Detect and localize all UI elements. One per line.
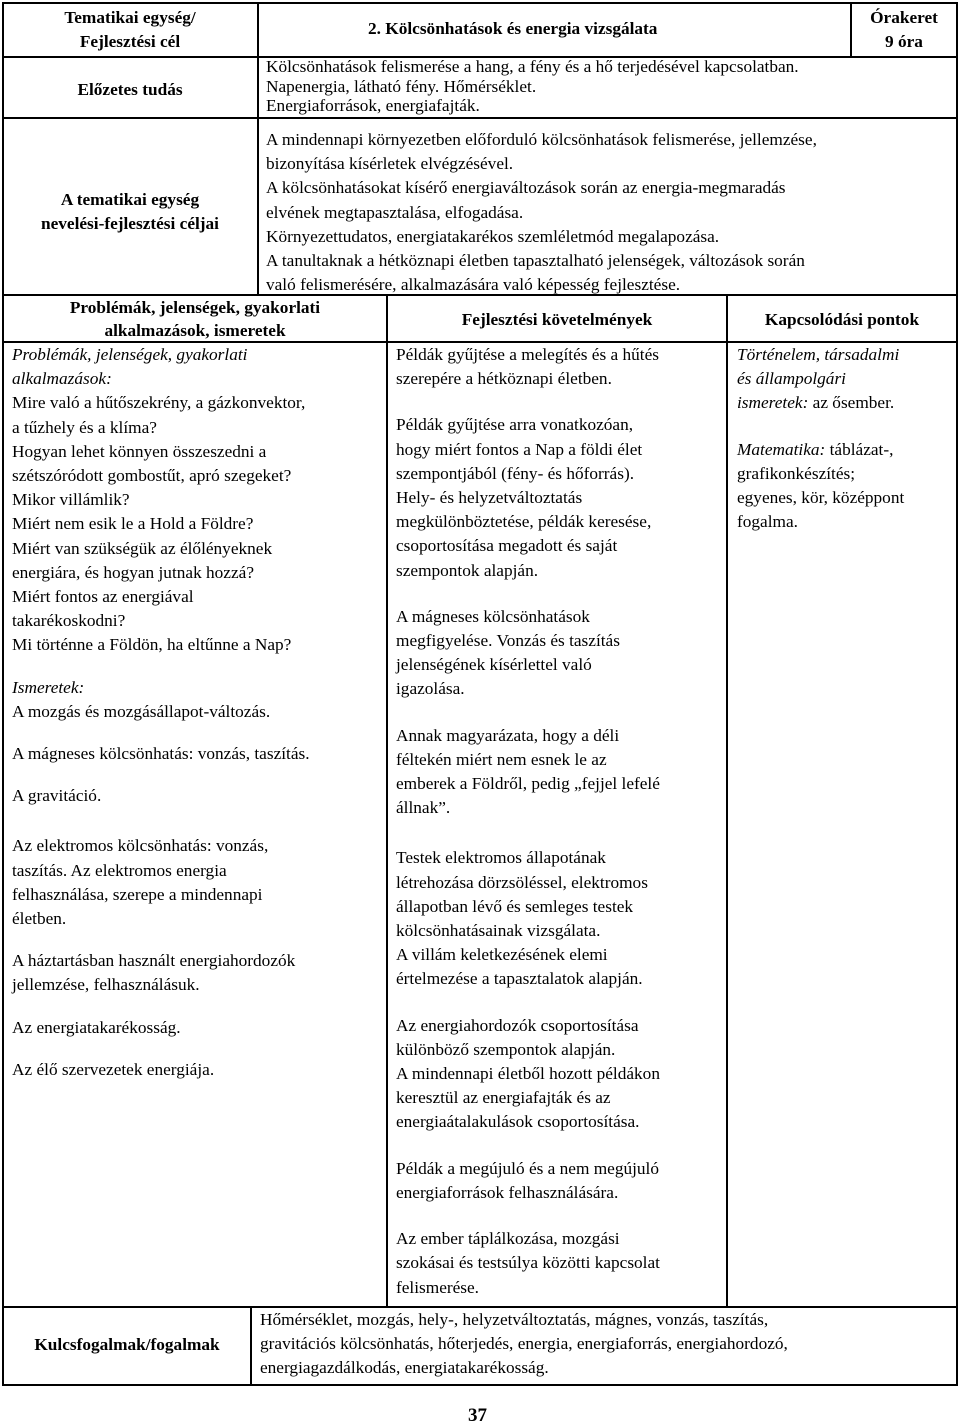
requirement-block: Példák gyűjtése arra vonatkozóan, hogy miért fontos a Nap a földi élet szempontjából (fény- és hőforrás). Hely- és helyzetváltoztatás megkülönböztetése, példák keresése, csoportosítása megadott és saját szempontok alapján. [396,415,652,580]
problems-list: Mire való a hűtőszekrény, a gázkonvektor, a tűzhely és a klíma? Hogyan lehet könnyen összeszedni a szétszóródott gombostűt, apró szegeket? Mikor villámlik? Miért nem esik le a Hold a Földre? Miért van szükségük az élőlényeknek energiára, és hogyan jutnak hozzá? Miért fontos az energiával takarékoskodni? Mi történne a Földön, ha eltűnne a Nap? [12,393,306,655]
connection-math: Matematika: táblázat-, grafikonkészítés; egyenes, kör, középpont fogalma. [737,439,905,532]
requirement-block: Annak magyarázata, hogy a déli féltekén miért nem esnek le az emberek a Földről, pedig „fejjel lefelé állnak”. [396,725,660,818]
border-col-keyconcepts [250,1306,252,1386]
requirements-column [396,343,724,1300]
hours-box [852,6,956,54]
col2-header: Fejlesztési követelmények [461,310,653,329]
border-col1 [386,294,388,1307]
hours-label: Órakeret [870,8,938,27]
knowledge-item: A háztartásban használt energiahordozók jellemzése, felhasználásuk. [12,951,296,995]
requirement-block: Az energiahordozók csoportosítása különböző szempontok alapján. A mindennapi életből hozott példákon keresztül az energiafajták és az energiaátalakulások csoportosítása. [396,1015,660,1132]
section-title-label: Tematikai egység/ Fejlesztési cél [64,8,196,52]
requirement-block: Példák a megújuló és a nem megújuló energiaforrások felhasználására. [396,1158,659,1202]
requirement-block: Az ember táplálkozása, mozgási szokásai és testsúlya közötti kapcsolat felismerése. [396,1229,660,1297]
key-concepts-label: Kulcsfogalmak/fogalmak [34,1335,220,1354]
unit-title: 2. Kölcsönhatások és energia vizsgálata [368,19,658,38]
prior-knowledge-label: Előzetes tudás [77,80,183,99]
knowledge-item: Az élő szervezetek energiája. [12,1059,215,1079]
knowledge-item: A mágneses kölcsönhatás: vonzás, taszítás. [12,744,310,764]
border-col2 [726,294,728,1307]
requirement-block: A mágneses kölcsönhatások megfigyelése. Vonzás és taszítás jelenségének kísérlettel való igazolása. [396,606,620,699]
col1-header: Problémák, jelenségek, gyakorlati alkalmazások, ismeretek [69,298,321,340]
prior-knowledge-content: Kölcsönhatások felismerése a hang, a fény és a hő terjedésével kapcsolatban. Napenergia, látható fény. Hőmérséklet. Energiaforrások, energiafajták. [266,57,799,115]
problems-heading: Problémák, jelenségek, gyakorlati alkalmazások: [12,345,248,389]
goals-label: A tematikai egység nevelési-fejlesztési céljai [40,190,219,234]
col3-header: Kapcsolódási pontok [764,310,920,329]
border-bottom [2,1384,958,1386]
border-top [2,2,958,4]
border-col-label [257,2,259,294]
requirement-block: Példák gyűjtése a melegítés és a hűtés szerepére a hétköznapi életben. [396,345,659,389]
knowledge-item: A gravitáció. [12,786,102,806]
connections-column [737,343,953,534]
knowledge-heading: Ismeretek: [12,677,85,697]
requirement-block: Testek elektromos állapotának létrehozása dörzsöléssel, elektromos állapotban lévő és semleges testek kölcsönhatásainak vizsgálata. A villám keletkezésének elemi értelmezése a tapasztalatok alapján. [396,848,648,989]
hours-value: 9 óra [885,32,923,52]
goals-content: A mindennapi környezetben előforduló kölcsönhatások felismerése, jellemzése, bizonyítása kísérletek elvégzésével. A kölcsönhatásokat kísérő energiaváltozások során az energia-megmaradás elvének megtapasztalása, elfogadása. Környezettudatos, energiatakarékos szemléletmód megalapozása. A tanultaknak a hétköznapi életben tapasztalható jelenségek, változások során való felismerésére, alkalmazására való képesség fejlesztése. [266,130,817,295]
connection-history: Történelem, társadalmi és állampolgári ismeretek: az ősember. [737,345,900,413]
knowledge-item: Az elektromos kölcsönhatás: vonzás, taszítás. Az elektromos energia felhasználása, szerepe a mindennapi életben. [12,836,269,929]
border-right [956,2,958,1386]
page-number: 37 [468,1405,487,1426]
border-prior-bottom [2,117,958,119]
knowledge-item: Az energiatakarékosság. [12,1017,181,1037]
problems-column [12,343,384,1082]
key-concepts-content: Hőmérséklet, mozgás, hely-, helyzetváltoztatás, mágnes, vonzás, taszítás, gravitációs kölcsönhatás, hőterjedés, energia, energiaforrás, energiahordozó, energiagazdálkodás, energiatakarékosság. [260,1310,788,1378]
knowledge-item: A mozgás és mozgásállapot-változás. [12,701,271,721]
